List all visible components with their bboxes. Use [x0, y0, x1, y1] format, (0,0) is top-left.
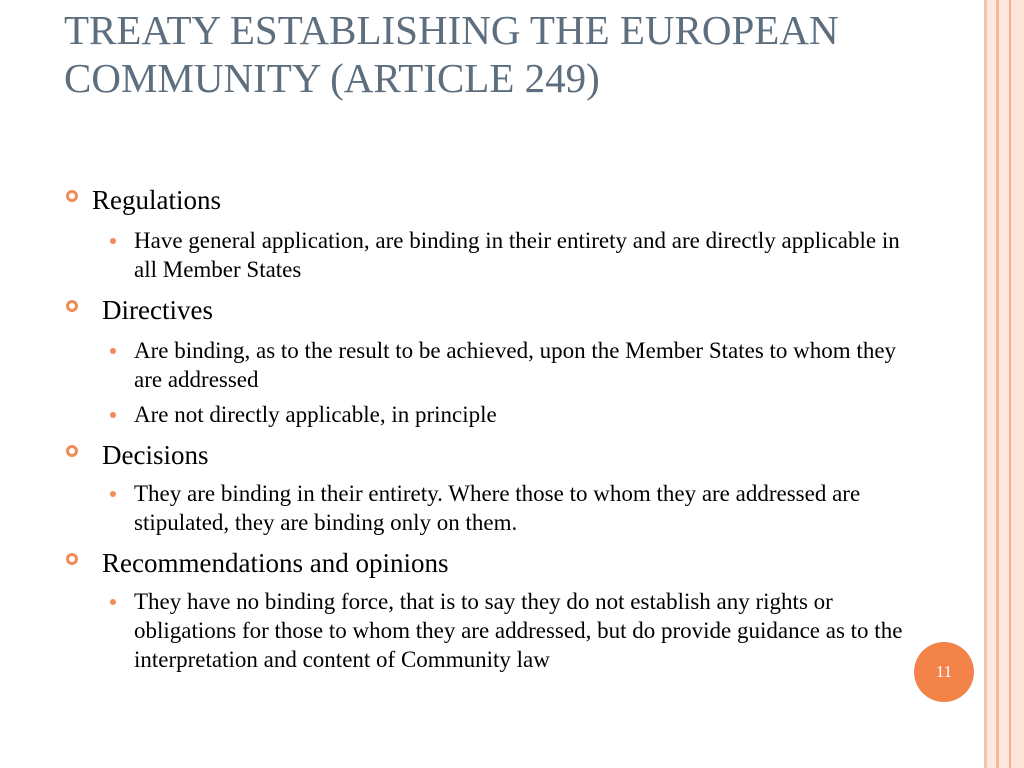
bullet-item: Are not directly applicable, in principle — [64, 400, 914, 429]
ring-bullet-icon — [66, 300, 78, 312]
bullet-heading: Directives — [64, 290, 914, 330]
section-recommendations — [64, 543, 914, 674]
dot-bullet-icon — [110, 412, 116, 418]
bullet-item: They are binding in their entirety. Where those to whom they are addressed are stipulated, they are binding only on them. — [64, 479, 914, 537]
section-regulations — [64, 180, 914, 284]
bullet-item: Are binding, as to the result to be achieved, upon the Member States to whom they are addressed — [64, 336, 914, 394]
decorative-side-stripes — [984, 0, 1024, 768]
dot-bullet-icon — [110, 348, 116, 354]
dot-bullet-icon — [110, 238, 116, 244]
slide-content — [64, 180, 914, 680]
bullet-heading: Regulations — [64, 180, 914, 220]
section-decisions — [64, 435, 914, 537]
ring-bullet-icon — [66, 553, 78, 565]
dot-bullet-icon — [110, 491, 116, 497]
slide-title: TREATY ESTABLISHING THE EUROPEAN COMMUNITY (ARTICLE 249) — [64, 7, 839, 101]
page-number-badge: 11 — [914, 642, 974, 702]
dot-bullet-icon — [110, 599, 116, 605]
bullet-heading: Recommendations and opinions — [64, 543, 914, 583]
ring-bullet-icon — [66, 445, 78, 457]
bullet-item: Have general application, are binding in their entirety and are directly applicable in all Member States — [64, 226, 914, 284]
bullet-item: They have no binding force, that is to say they do not establish any rights or obligations for those to whom they are addressed, but do provide guidance as to the interpretation and content of Community law — [64, 587, 914, 674]
bullet-heading: Decisions — [64, 435, 914, 475]
section-directives — [64, 290, 914, 429]
ring-bullet-icon — [66, 190, 78, 202]
